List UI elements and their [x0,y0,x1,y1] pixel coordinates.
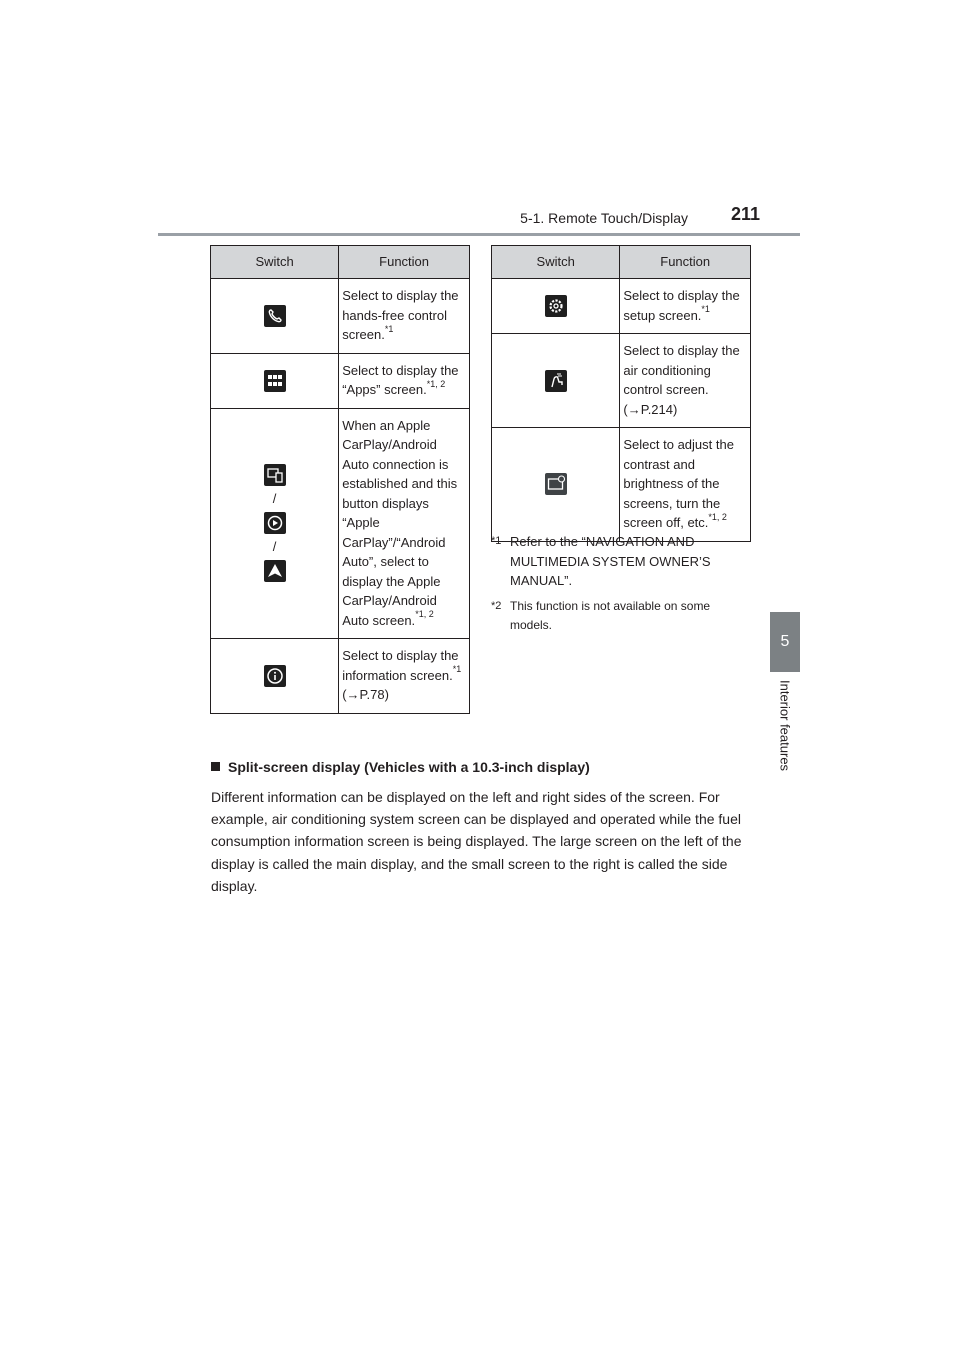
switch-cell [492,428,620,542]
chapter-tab [770,612,800,672]
separator: / [272,491,277,507]
switch-cell [211,279,339,354]
section-body: Different information can be displayed on the left and right sides of the screen. For example, air conditioning system screen can be displayed and operated while the fuel consumption information screen is being displayed. The large screen on the left of the display is called the main display, and the small screen to the right is called the side display. [211,789,742,894]
table-row [211,639,470,714]
column-header-switch: Switch [492,246,620,279]
climate-icon [545,370,567,392]
footnote [491,597,751,635]
function-cell: Select to adjust the contrast and brightness of the screens, turn the screen off, etc.$^{*1, 2}$ [620,428,751,542]
phone-mirror-icon [264,464,286,486]
switch-cell [211,353,339,408]
column-header-function: Function [620,246,751,279]
table-row [492,428,751,542]
function-cell: Select to display the air conditioning control screen. (→P.214) [620,334,751,428]
footnote-text: This function is not available on some models. [510,598,711,632]
function-cell: Select to display the “Apps” screen.$^{*1, 2}$ [339,353,470,408]
column-header-function: Function [339,246,470,279]
chapter-number: 5 [780,633,790,650]
switch-cell [211,408,339,639]
carplay-icon [264,512,286,534]
info-icon [264,665,286,687]
android-auto-icon [264,560,286,582]
table-row [211,408,470,639]
header-rule [158,233,800,236]
table-row [211,279,470,354]
chapter-label [771,680,799,790]
footnote-mark: *2 [491,599,502,612]
footnote-mark: *1 [491,535,502,547]
gear-icon [545,295,567,317]
page-number: 211 [730,204,760,224]
page-reference: (→P.78) [342,687,389,702]
chapter-label-text: Interior features [777,680,793,772]
phone-icon [264,305,286,327]
page-header [158,200,800,236]
column-header-switch: Switch [211,246,339,279]
function-cell: Select to display the setup screen.$^{*1}$ [620,279,751,334]
section-heading: Split-screen display (Vehicles with a 10.3-inch display) [211,759,590,775]
switch-cell [492,334,620,428]
function-cell: Select to display the information screen.$^{*1}$ (→P.78) [339,639,470,714]
function-cell: When an Apple CarPlay/Android Auto connection is established and this button displays “Apple CarPlay”/“Android Auto”, select to display the Apple CarPlay/Android Auto screen.$^{*1, 2}$ [339,408,470,639]
apps-grid-icon [264,370,286,392]
right-switch-table [491,245,751,542]
footnote-text: Refer to the “NAVIGATION AND MULTIMEDIA SYSTEM OWNER’S MANUAL”. [510,534,711,588]
function-cell: Select to display the hands-free control screen.$^{*1}$ [339,279,470,354]
footnote [491,532,751,591]
table-row [492,334,751,428]
heading-bullet-icon [211,762,220,771]
footnotes [491,532,751,641]
table-row [211,353,470,408]
left-switch-table [210,245,470,714]
switch-cell [211,639,339,714]
table-row [492,279,751,334]
page-reference: (→P.214) [623,401,678,417]
switch-cell [492,279,620,334]
section-title: 5-1. Remote Touch/Display [520,210,688,226]
separator: / [272,539,277,555]
display-settings-icon [545,473,567,495]
